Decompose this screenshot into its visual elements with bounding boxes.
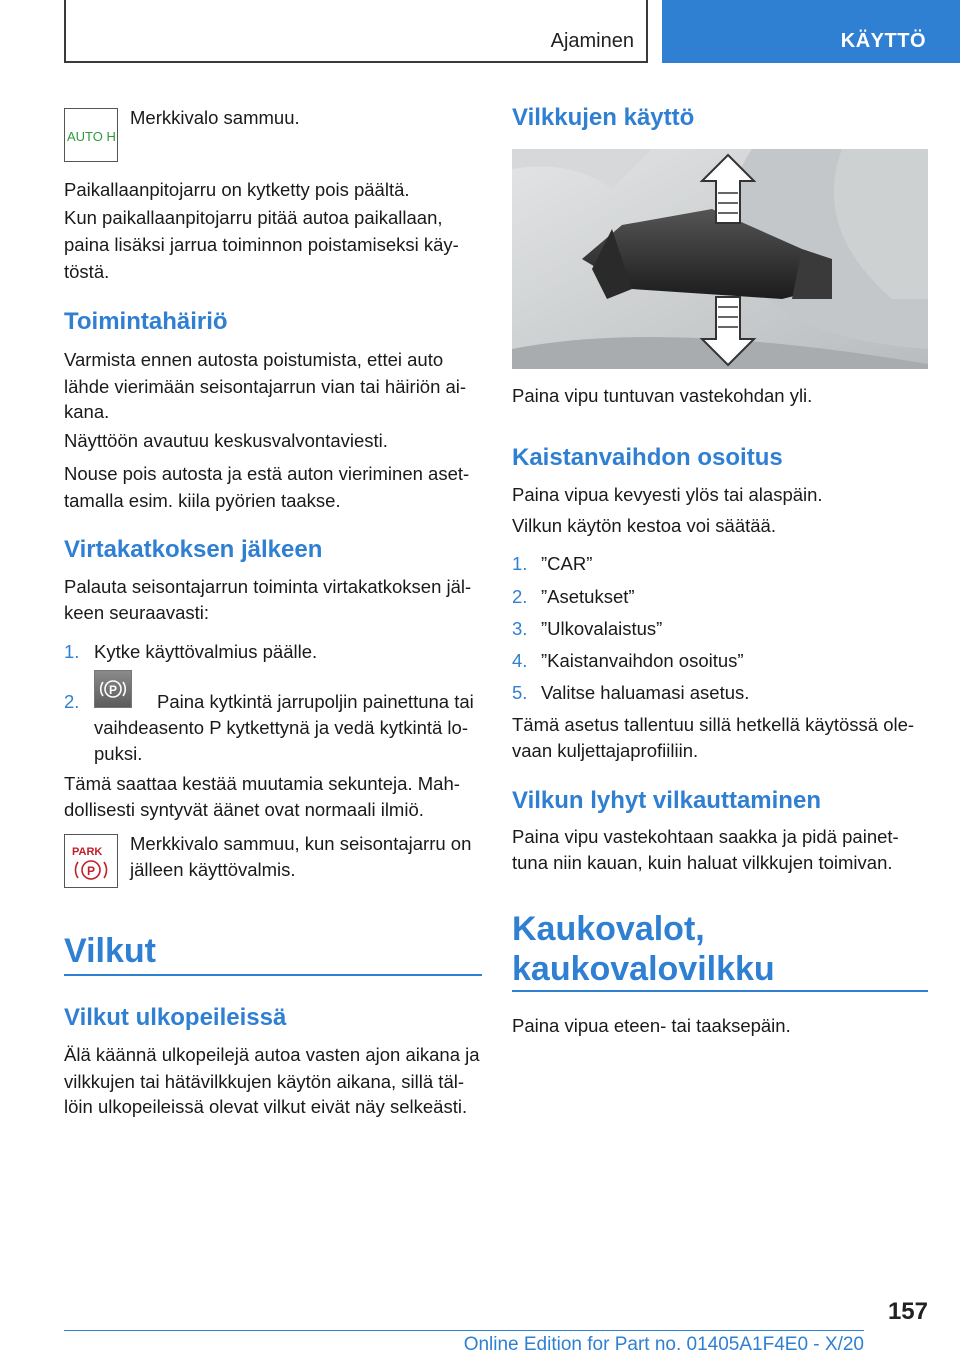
- page-number: 157: [887, 1298, 928, 1325]
- lane-step-text: ”CAR”: [541, 553, 593, 574]
- svg-text:AUTO H: AUTO H: [67, 129, 116, 144]
- header-section-box: [64, 0, 648, 63]
- step-text-line1: Paina kytkintä jarrupoljin painettuna tai: [157, 691, 474, 712]
- step-number: 2.: [64, 691, 80, 712]
- power-text-1a: Palauta seisontajarrun toiminta virtakatkoksen jäl-: [64, 576, 472, 597]
- power-text-1b: keen seuraavasti:: [64, 602, 210, 623]
- power-text-2a: Tämä saattaa kestää muutamia sekunteja. Mah-: [64, 773, 460, 794]
- park-brake-lamp-icon: [65, 835, 117, 887]
- step-number: 1.: [64, 641, 80, 662]
- svg-text:P: P: [87, 864, 96, 878]
- paragraph-brake-hold-2: paina lisäksi jarrua toiminnon poistamiseksi käy-: [64, 234, 459, 255]
- malfunction-text-1b: lähde vierimään seisontajarrun vian tai häiriön ai-: [64, 376, 467, 397]
- malfunction-text-1a: Varmista ennen autosta poistumista, ettei auto: [64, 349, 444, 370]
- lane-text-3b: vaan kuljettajaprofiiliin.: [512, 740, 699, 761]
- heading-rule: [64, 974, 482, 976]
- heading-after-power-failure: Virtakatkoksen jälkeen: [64, 536, 323, 563]
- step-text: Kytke käyttövalmius päälle.: [94, 641, 318, 662]
- high-beam-text: Paina vipua eteen- tai taaksepäin.: [512, 1015, 791, 1036]
- step-text-line3: puksi.: [94, 743, 143, 764]
- mirror-text-3: löin ulkopeileissä olevat vilkut eivät näy selkeästi.: [64, 1096, 468, 1117]
- lane-step-text: ”Asetukset”: [541, 586, 635, 607]
- paragraph-brake-hold-3: töstä.: [64, 261, 110, 282]
- parking-brake-icon: [98, 674, 128, 704]
- paragraph-brake-off: Paikallaanpitojarru on kytketty pois päältä.: [64, 179, 410, 200]
- lane-step-text: ”Kaistanvaihdon osoitus”: [541, 650, 744, 671]
- lane-text-2: Vilkun käytön kestoa voi säätää.: [512, 515, 776, 536]
- lane-step-text: Valitse haluamasi asetus.: [541, 682, 750, 703]
- lane-step-number: 3.: [512, 618, 528, 639]
- lane-text-3a: Tämä asetus tallentuu sillä hetkellä käytössä ole-: [512, 714, 915, 735]
- heading-malfunction: Toimintahäiriö: [64, 308, 228, 335]
- auto-hold-lamp-icon: [65, 109, 117, 161]
- short-text-1: Paina vipu vastekohtaan saakka ja pidä painet-: [512, 826, 899, 847]
- footer-edition: Online Edition for Part no. 01405A1F4E0 - X/20: [463, 1334, 864, 1355]
- heading-mirror-signals: Vilkut ulkopeileissä: [64, 1004, 287, 1031]
- header-section-title: Ajaminen: [550, 30, 634, 52]
- turn-signal-lever-illustration: [512, 149, 928, 369]
- heading-rule: [512, 990, 928, 992]
- lane-step-number: 2.: [512, 586, 528, 607]
- lane-text-1: Paina vipua kevyesti ylös tai alaspäin.: [512, 484, 823, 505]
- lane-step-number: 1.: [512, 553, 528, 574]
- park-lamp-text-2: jälleen käyttövalmis.: [130, 859, 296, 880]
- malfunction-text-3b: tamalla esim. kiila pyörien taakse.: [64, 490, 341, 511]
- malfunction-text-2: Näyttöön avautuu keskusvalvontaviesti.: [64, 430, 388, 451]
- malfunction-text-1c: kana.: [64, 401, 110, 422]
- heading-using-turn-signals: Vilkkujen käyttö: [512, 104, 695, 131]
- heading-high-beam-1: Kaukovalot,: [512, 910, 705, 948]
- svg-text:P: P: [109, 683, 118, 697]
- heading-high-beam-2: kaukovalovilkku: [512, 950, 775, 988]
- lamp-text-off: Merkkivalo sammuu.: [130, 107, 300, 128]
- lane-step-text: ”Ulkovalaistus”: [541, 618, 663, 639]
- heading-lane-change: Kaistanvaihdon osoitus: [512, 444, 783, 471]
- step-text-line2: vaihdeasento P kytkettynä ja vedä kytkintä lo-: [94, 717, 468, 738]
- auto-hold-lamp: [64, 108, 118, 162]
- parking-brake-switch: [94, 670, 132, 708]
- park-lamp-text-1: Merkkivalo sammuu, kun seisontajarru on: [130, 833, 472, 854]
- mirror-text-2: vilkkujen tai hätävilkkujen käytön aikana, sillä täl-: [64, 1071, 465, 1092]
- heading-turn-signals: Vilkut: [64, 932, 156, 970]
- lane-step-number: 5.: [512, 682, 528, 703]
- malfunction-text-3a: Nouse pois autosta ja estä auton vieriminen aset-: [64, 463, 470, 484]
- turn-signal-lever-photo: [512, 149, 928, 369]
- header-chapter-title: KÄYTTÖ: [840, 30, 926, 52]
- footer-rule: [64, 1330, 864, 1331]
- short-text-2: tuna niin kauan, kuin haluat vilkkujen toimivan.: [512, 852, 893, 873]
- paragraph-brake-hold-1: Kun paikallaanpitojarru pitää autoa paikallaan,: [64, 207, 443, 228]
- park-lamp: [64, 834, 118, 888]
- power-text-2b: dollisesti syntyvät äänet ovat normaali ilmiö.: [64, 799, 424, 820]
- photo-caption: Paina vipu tuntuvan vastekohdan yli.: [512, 385, 813, 406]
- heading-short-flash: Vilkun lyhyt vilkauttaminen: [512, 787, 821, 814]
- header-chapter-box: [662, 0, 960, 63]
- svg-text:PARK: PARK: [72, 846, 103, 858]
- lane-step-number: 4.: [512, 650, 528, 671]
- mirror-text-1: Älä käännä ulkopeilejä autoa vasten ajon aikana ja: [64, 1044, 480, 1065]
